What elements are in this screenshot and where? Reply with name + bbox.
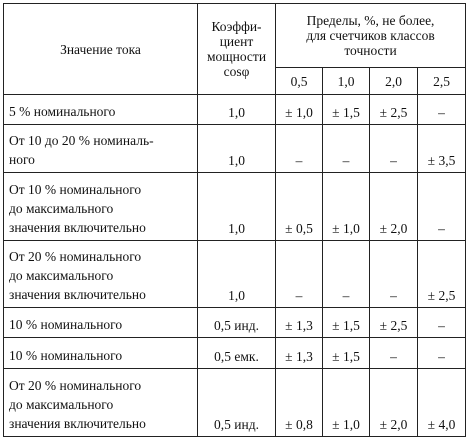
current-line: ного [9, 152, 35, 168]
cell-power-factor: 0,5 инд. [198, 308, 276, 338]
current-line: значения включительно [9, 219, 146, 235]
cell-limit: ± 3,5 [418, 124, 466, 173]
cell-power-factor: 1,0 [198, 124, 276, 173]
pf-line: Коэффи- [211, 19, 262, 34]
cell-current [4, 124, 198, 173]
current-line: От 10 % номинального [9, 181, 142, 197]
cell-limit: – [323, 124, 370, 173]
limits-line: Пределы, %, не более, [306, 13, 435, 28]
cell-limit: ± 1,5 [323, 308, 370, 338]
current-line: до максимального [9, 200, 114, 216]
cell-current [4, 95, 198, 125]
table-row [4, 308, 466, 338]
current-line: 10 % номинального [9, 348, 123, 364]
cell-limit: – [323, 240, 370, 308]
cell-limit: ± 2,0 [370, 173, 418, 241]
cell-current [4, 369, 198, 437]
cell-limit: ± 1,0 [323, 369, 370, 437]
current-line: значения включительно [9, 287, 146, 303]
cell-limit: ± 2,5 [370, 95, 418, 125]
cell-limit: – [370, 124, 418, 173]
cell-power-factor: 1,0 [198, 240, 276, 308]
table-row [4, 95, 466, 125]
cell-limit: ± 1,5 [323, 337, 370, 369]
table-row [4, 369, 466, 437]
header-limits [276, 4, 466, 68]
current-line: От 10 до 20 % номиналь- [9, 133, 154, 149]
table-row [4, 240, 466, 308]
cell-limit: ± 2,5 [418, 240, 466, 308]
cell-limit: ± 0,5 [276, 173, 323, 241]
pf-line: мощности [206, 49, 267, 64]
cell-current [4, 337, 198, 369]
cell-power-factor: 0,5 инд. [198, 369, 276, 437]
table-row [4, 173, 466, 241]
header-class: 1,0 [323, 68, 370, 95]
pf-line: циент [219, 34, 254, 49]
cell-limit: ± 2,5 [370, 308, 418, 338]
cell-limit: ± 2,0 [370, 369, 418, 437]
header-current: Значение тока [4, 4, 198, 95]
current-line: От 20 % номинального [9, 378, 142, 393]
header-class: 0,5 [276, 68, 323, 95]
current-line: 5 % номинального [9, 103, 116, 119]
current-line: 10 % номинального [9, 316, 123, 332]
cell-limit: ± 4,0 [418, 369, 466, 437]
current-line: до максимального [9, 397, 114, 412]
cell-limit: ± 1,3 [276, 337, 323, 369]
cell-limit: ± 1,5 [323, 95, 370, 125]
cell-limit: – [276, 240, 323, 308]
header-power-factor [198, 4, 276, 95]
cell-limit: ± 1,0 [323, 173, 370, 241]
table-row [4, 337, 466, 369]
current-line: до максимального [9, 268, 114, 284]
cell-power-factor: 1,0 [198, 95, 276, 125]
cell-limit: ± 0,8 [276, 369, 323, 437]
cell-limit: – [418, 308, 466, 338]
cell-limit: – [276, 124, 323, 173]
cell-current [4, 240, 198, 308]
cell-limit: – [418, 337, 466, 369]
accuracy-limits-table [3, 3, 466, 437]
cell-limit: – [370, 337, 418, 369]
header-class: 2,5 [418, 68, 466, 95]
current-line: От 20 % номинального [9, 249, 142, 265]
cell-power-factor: 0,5 емк. [198, 337, 276, 369]
cell-limit: – [418, 95, 466, 125]
cell-limit: – [370, 240, 418, 308]
cell-limit: ± 1,3 [276, 308, 323, 338]
cell-current [4, 308, 198, 338]
limits-line: точности [344, 43, 397, 58]
current-line: значения включительно [9, 416, 146, 431]
cell-current [4, 173, 198, 241]
header-class: 2,0 [370, 68, 418, 95]
cell-limit: ± 1,0 [276, 95, 323, 125]
cell-limit: – [418, 173, 466, 241]
header-row [4, 4, 466, 68]
cell-power-factor: 1,0 [198, 173, 276, 241]
limits-line: для счетчиков классов [306, 28, 435, 43]
table-row [4, 124, 466, 173]
pf-line: cosφ [223, 64, 250, 79]
